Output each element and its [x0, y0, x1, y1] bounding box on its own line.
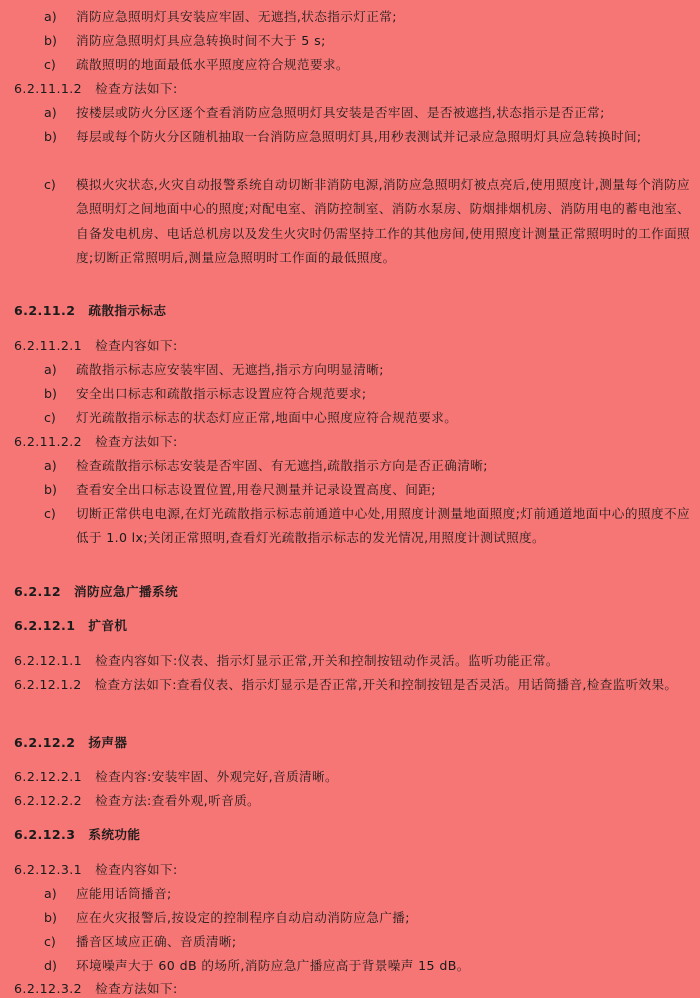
list-label: c) [44, 410, 56, 425]
list-label: a) [44, 105, 57, 120]
list-item: 消防应急照明灯具应急转换时间不大于 5 s; [76, 33, 326, 48]
list-item: 疏散照明的地面最低水平照度应符合规范要求。 [76, 57, 349, 72]
list-item: 环境噪声大于 60 dB 的场所,消防应急广播应高于背景噪声 15 dB。 [76, 958, 470, 973]
clause-heading: 6.2.11.1.2 检查方法如下: [14, 81, 178, 96]
list-label: a) [44, 362, 57, 377]
list-item: 查看安全出口标志设置位置,用卷尺测量并记录设置高度、间距; [76, 482, 436, 497]
clause-text: 6.2.12.1.2 检查方法如下:查看仪表、指示灯显示是否正常,开关和控制按钮是否灵活。用话筒播音,检查监听效果。 [14, 677, 678, 692]
list-item: 切断正常供电电源,在灯光疏散指示标志前通道中心处,用照度计测量地面照度;灯前通道地面中心的照度不应低于 1.0 lx;关闭正常照明,查看灯光疏散指示标志的发光情况,用照度计测试照度。 [76, 506, 690, 546]
clause-heading: 6.2.11.2.2 检查方法如下: [14, 434, 178, 449]
list-label: b) [44, 482, 57, 497]
section-heading: 6.2.12.1 扩音机 [14, 618, 128, 633]
list-label: a) [44, 458, 57, 473]
list-label: a) [44, 886, 57, 901]
clause-text: 6.2.12.2.1 检查内容:安装牢固、外观完好,音质清晰。 [14, 769, 339, 784]
list-item: 应能用话筒播音; [76, 886, 172, 901]
clause-heading: 6.2.12.3.1 检查内容如下: [14, 862, 178, 877]
list-item: 按楼层或防火分区逐个查看消防应急照明灯具安装是否牢固、是否被遮挡,状态指示是否正常; [76, 105, 605, 120]
clause-text: 6.2.12.2.2 检查方法:查看外观,听音质。 [14, 793, 261, 808]
list-item: 播音区域应正确、音质清晰; [76, 934, 237, 949]
list-item: 检查疏散指示标志安装是否牢固、有无遮挡,疏散指示方向是否正确清晰; [76, 458, 488, 473]
section-heading: 6.2.12 消防应急广播系统 [14, 584, 178, 599]
list-label: b) [44, 33, 57, 48]
list-item: 疏散指示标志应安装牢固、无遮挡,指示方向明显清晰; [76, 362, 384, 377]
section-heading: 6.2.12.2 扬声器 [14, 735, 128, 750]
list-item: 每层或每个防火分区随机抽取一台消防应急照明灯具,用秒表测试并记录应急照明灯具应急转换时间; [76, 129, 642, 144]
list-label: c) [44, 934, 56, 949]
section-heading: 6.2.11.2 疏散指示标志 [14, 303, 167, 318]
list-item: 消防应急照明灯具安装应牢固、无遮挡,状态指示灯正常; [76, 9, 397, 24]
list-item: 安全出口标志和疏散指示标志设置应符合规范要求; [76, 386, 367, 401]
list-label: a) [44, 9, 57, 24]
list-label: d) [44, 958, 57, 973]
list-label: c) [44, 57, 56, 72]
list-label: b) [44, 910, 57, 925]
list-item: 模拟火灾状态,火灾自动报警系统自动切断非消防电源,消防应急照明灯被点亮后,使用照度计,测量每个消防应急照明灯之间地面中心的照度;对配电室、消防控制室、消防水泵房、防烟排烟机房、消防用电的蓄电池室、自备发电机房、电话总机房以及发生火灾时仍需坚持工作的其他房间,使用照度计测量正常照明时的工作面照度;切断正常照明后,测量应急照明时工作面的最低照度。 [76, 177, 690, 266]
list-label: c) [44, 177, 56, 192]
section-heading: 6.2.12.3 系统功能 [14, 827, 141, 842]
list-label: c) [44, 506, 56, 521]
list-item: 应在火灾报警后,按设定的控制程序自动启动消防应急广播; [76, 910, 410, 925]
list-item: 灯光疏散指示标志的状态灯应正常,地面中心照度应符合规范要求。 [76, 410, 458, 425]
clause-heading: 6.2.11.2.1 检查内容如下: [14, 338, 178, 353]
list-label: b) [44, 386, 57, 401]
clause-heading: 6.2.12.3.2 检查方法如下: [14, 981, 178, 996]
clause-text: 6.2.12.1.1 检查内容如下:仪表、指示灯显示正常,开关和控制按钮动作灵活。监听功能正常。 [14, 653, 559, 668]
list-label: b) [44, 129, 57, 144]
